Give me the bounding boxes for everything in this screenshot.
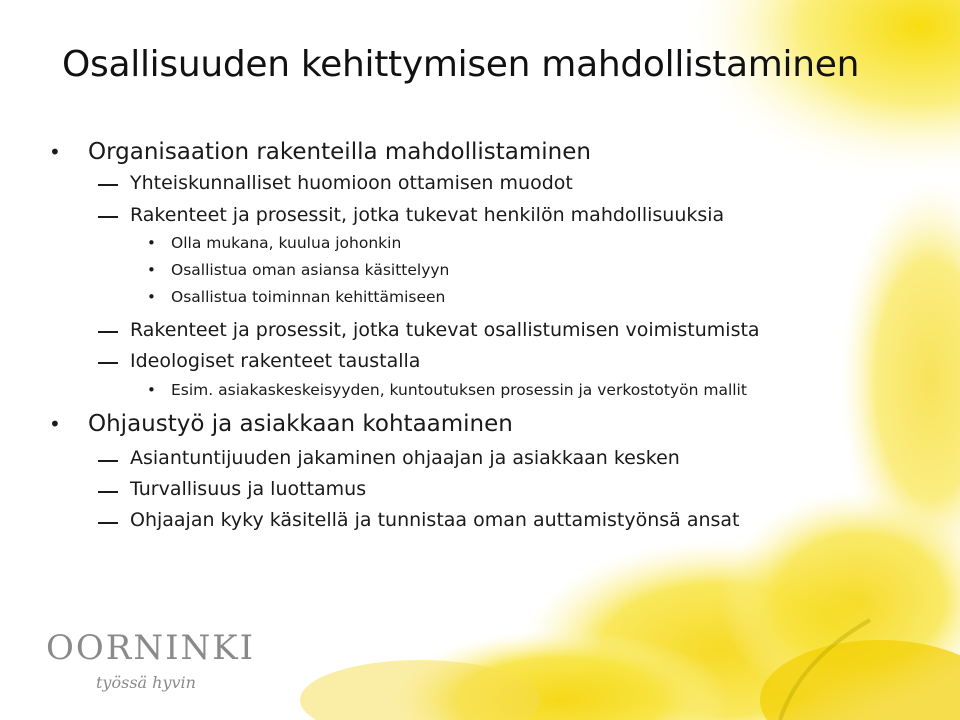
bullet-level3: Osallistua toiminnan kehittämiseen [171, 288, 446, 306]
dash-bullet [98, 491, 118, 493]
bullet-dot: • [147, 261, 156, 279]
logo-name: OORNINKI [46, 628, 256, 668]
slide-title: Osallisuuden kehittymisen mahdollistaminen [62, 44, 860, 85]
dash-bullet [98, 216, 118, 218]
bullet-dot: • [147, 288, 156, 306]
bullet-level2: Ideologiset rakenteet taustalla [130, 350, 421, 372]
dash-bullet [98, 184, 118, 186]
logo-tagline: työssä hyvin [96, 673, 196, 692]
dash-bullet [98, 331, 118, 333]
bullet-level3: Osallistua oman asiansa käsittelyyn [171, 261, 450, 279]
bullet-level2: Rakenteet ja prosessit, jotka tukevat henkilön mahdollisuuksia [130, 204, 725, 226]
bullet-dot: • [49, 140, 61, 164]
dash-bullet [98, 460, 118, 462]
oorninki-logo [46, 628, 266, 692]
bullet-level2: Asiantuntijuuden jakaminen ohjaajan ja asiakkaan kesken [130, 447, 680, 469]
bullet-level1: Organisaation rakenteilla mahdollistaminen [88, 139, 591, 165]
bullet-level3: Olla mukana, kuulua johonkin [171, 234, 402, 252]
bullet-level2: Rakenteet ja prosessit, jotka tukevat osallistumisen voimistumista [130, 319, 760, 341]
dash-bullet [98, 362, 118, 364]
bullet-dot: • [147, 234, 156, 252]
dash-bullet [98, 522, 118, 524]
bullet-dot: • [147, 381, 156, 399]
bullet-level2: Ohjaajan kyky käsitellä ja tunnistaa oman auttamistyönsä ansat [130, 509, 740, 531]
bullet-level2: Yhteiskunnalliset huomioon ottamisen muodot [130, 172, 573, 194]
bullet-level1: Ohjaustyö ja asiakkaan kohtaaminen [88, 411, 513, 437]
bullet-level2: Turvallisuus ja luottamus [130, 478, 367, 500]
bullet-dot: • [49, 412, 61, 436]
bullet-level3: Esim. asiakaskeskeisyyden, kuntoutuksen prosessin ja verkostotyön mallit [171, 381, 747, 399]
